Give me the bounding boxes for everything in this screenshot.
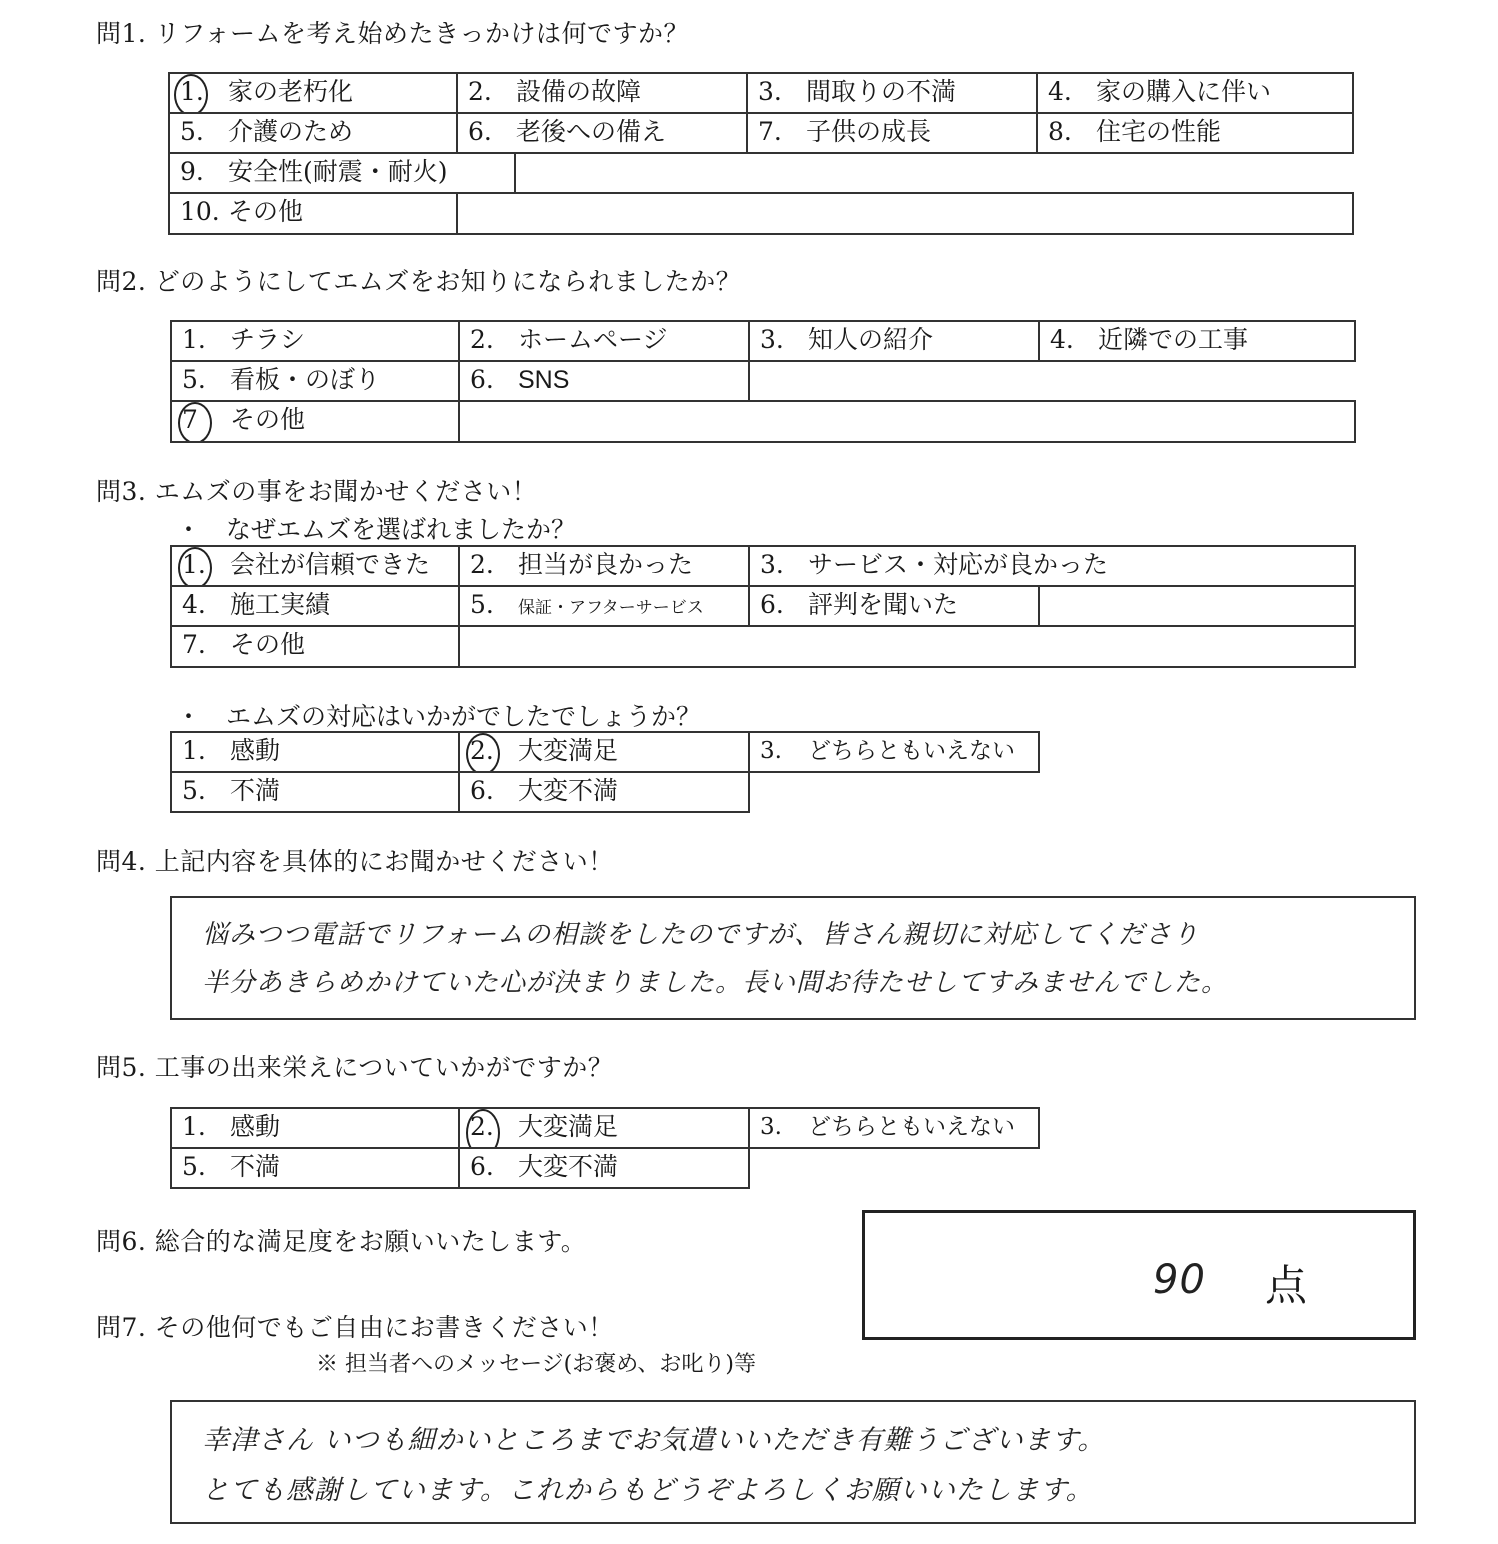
option-number: 7	[182, 405, 198, 434]
q3-why-option-2[interactable]	[458, 545, 750, 587]
option-label: 設備の故障	[516, 77, 642, 106]
option-label: 保証・アフターサービス	[518, 598, 704, 618]
q5-option-3[interactable]	[748, 1107, 1040, 1149]
q7-note: ※ 担当者へのメッセージ(お褒め、お叱り)等	[316, 1352, 756, 1377]
question-3-title: 問3. エムズの事をお聞かせください！	[96, 477, 538, 506]
q2-option-7[interactable]	[170, 400, 460, 443]
option-label: 大変不満	[518, 1152, 619, 1181]
option-number: 10.	[180, 197, 220, 226]
q7-answer-box[interactable]	[170, 1400, 1416, 1524]
option-number: 5.	[470, 590, 494, 619]
q5-option-2[interactable]	[458, 1107, 750, 1149]
selected-circle-mark	[178, 402, 212, 443]
option-number: 6.	[760, 590, 784, 619]
q5-option-5[interactable]	[170, 1147, 460, 1189]
question-1-title: 問1. リフォームを考え始めたきっかけは何ですか？	[96, 19, 690, 48]
q3-why-option-7[interactable]	[170, 625, 460, 668]
option-label: 老後への備え	[516, 117, 667, 146]
q3-response-option-5[interactable]	[170, 771, 460, 813]
option-number: 2.	[468, 77, 492, 106]
option-number: 4.	[1048, 77, 1072, 106]
option-number: 3.	[760, 550, 784, 579]
option-number: 8.	[1048, 117, 1072, 146]
q3-response-option-3[interactable]	[748, 731, 1040, 773]
option-label: 住宅の性能	[1096, 117, 1222, 146]
option-label: 感動	[230, 736, 281, 765]
q3-why-option-6[interactable]	[748, 585, 1040, 627]
option-number: 4.	[182, 590, 206, 619]
option-label: サービス・対応が良かった	[808, 550, 1109, 579]
selected-circle-mark	[174, 74, 208, 114]
handwritten-score: 90	[1153, 1257, 1206, 1303]
option-label: 家の老朽化	[228, 77, 354, 106]
option-label: 安全性(耐震・耐火)	[228, 157, 448, 186]
option-label: 担当が良かった	[518, 550, 694, 579]
option-label: 間取りの不満	[806, 77, 957, 106]
option-label: 介護のため	[228, 117, 354, 146]
option-number: 2.	[470, 325, 494, 354]
question-7-title: 問7. その他何でもご自由にお書きください！	[96, 1313, 614, 1342]
option-number: 2.	[470, 736, 494, 765]
question-5-title: 問5. 工事の出来栄えについていかがですか？	[96, 1053, 614, 1082]
option-number: 7.	[182, 630, 206, 659]
q5-option-6[interactable]	[458, 1147, 750, 1189]
option-label: 施工実績	[230, 590, 331, 619]
option-number: 6.	[468, 117, 492, 146]
option-number: 3.	[760, 325, 784, 354]
q2-option-2[interactable]	[458, 320, 750, 362]
q1-option-6[interactable]	[456, 112, 748, 154]
option-number: 3.	[760, 1114, 782, 1140]
handwritten-answer-line: 半分あきらめかけていた心が決まりました。長い間お待たせしてすみませんでした。	[202, 968, 1229, 998]
q2-option-1[interactable]	[170, 320, 460, 362]
q1-option-4[interactable]	[1036, 72, 1354, 114]
q6-score-box[interactable]	[862, 1210, 1416, 1340]
option-number: 5.	[182, 776, 206, 805]
q1-option-10[interactable]	[168, 192, 458, 235]
option-label: 感動	[230, 1112, 281, 1141]
q3-response-option-6[interactable]	[458, 771, 750, 813]
q3-why-subtitle: ・ なぜエムズを選ばれましたか？	[176, 515, 577, 544]
option-number: 6.	[470, 365, 494, 394]
option-label: どちらともいえない	[808, 1114, 1015, 1140]
option-label: 知人の紹介	[808, 325, 934, 354]
q3-why-option-3[interactable]	[748, 545, 1356, 587]
q3-why-option-4[interactable]	[170, 585, 460, 627]
q3-why-option-5[interactable]	[458, 585, 750, 627]
option-label: SNS	[518, 366, 570, 394]
score-unit: 点	[1265, 1261, 1308, 1310]
option-number: 9.	[180, 157, 204, 186]
option-number: 7.	[758, 117, 782, 146]
option-number: 3.	[758, 77, 782, 106]
selected-circle-mark	[466, 733, 500, 773]
q2-option-3[interactable]	[748, 320, 1040, 362]
q1-other-input[interactable]	[456, 192, 1354, 235]
option-label: 看板・のぼり	[230, 365, 381, 394]
q3-response-subtitle: ・ エムズの対応はいかがでしたでしょうか？	[176, 702, 702, 731]
option-label: 近隣での工事	[1098, 325, 1249, 354]
q2-option-6[interactable]	[458, 360, 750, 402]
option-number: 5.	[182, 1152, 206, 1181]
q3-why-other-input[interactable]	[458, 625, 1356, 668]
q3-why-option-1[interactable]	[170, 545, 460, 587]
option-number: 1.	[182, 1112, 206, 1141]
q1-option-8[interactable]	[1036, 112, 1354, 154]
q1-option-2[interactable]	[456, 72, 748, 114]
option-number: 6.	[470, 1152, 494, 1181]
q3-response-option-1[interactable]	[170, 731, 460, 773]
option-label: ホームページ	[518, 325, 668, 354]
handwritten-answer-line: とても感謝しています。これからもどうぞよろしくお願いいたします。	[202, 1475, 1094, 1506]
handwritten-answer-line: 悩みつつ電話でリフォームの相談をしたのですが、皆さん親切に対応してくださり	[202, 920, 1200, 950]
option-label: 大変満足	[518, 1112, 619, 1141]
option-label: その他	[228, 197, 304, 226]
option-number: 4.	[1050, 325, 1074, 354]
option-number: 1.	[182, 325, 206, 354]
question-4-title: 問4. 上記内容を具体的にお聞かせください！	[96, 847, 614, 876]
q1-option-9[interactable]	[168, 152, 516, 194]
option-label: 不満	[230, 1152, 281, 1181]
handwritten-answer-line: 幸津さん いつも細かいところまでお気遣いいただき有難うございます。	[202, 1425, 1106, 1456]
q1-option-3[interactable]	[746, 72, 1038, 114]
option-number: 3.	[760, 738, 782, 764]
option-number: 5.	[182, 365, 206, 394]
q4-answer-box[interactable]	[170, 896, 1416, 1020]
q1-option-5[interactable]	[168, 112, 458, 154]
q3-response-option-2[interactable]	[458, 731, 750, 773]
q2-other-input[interactable]	[458, 400, 1356, 443]
q2-option-4[interactable]	[1038, 320, 1356, 362]
option-label: 大変満足	[518, 736, 619, 765]
selected-circle-mark	[466, 1109, 500, 1149]
option-label: どちらともいえない	[808, 738, 1015, 764]
selected-circle-mark	[178, 547, 212, 587]
q1-option-1[interactable]	[168, 72, 458, 114]
option-number: 2.	[470, 1112, 494, 1141]
question-6-title: 問6. 総合的な満足度をお願いいたします。	[96, 1227, 587, 1256]
q1-option-7[interactable]	[746, 112, 1038, 154]
option-number: 1.	[182, 736, 206, 765]
option-label: その他	[230, 405, 306, 434]
option-label: 会社が信頼できた	[230, 550, 431, 579]
q2-option-5[interactable]	[170, 360, 460, 402]
option-number: 6.	[470, 776, 494, 805]
option-label: チラシ	[230, 325, 306, 354]
option-label: 大変不満	[518, 776, 619, 805]
option-label: 家の購入に伴い	[1096, 77, 1272, 106]
option-number: 2.	[470, 550, 494, 579]
option-label: 評判を聞いた	[808, 590, 959, 619]
option-number: 1.	[180, 77, 204, 106]
option-label: 子供の成長	[806, 117, 932, 146]
option-label: 不満	[230, 776, 281, 805]
option-number: 5.	[180, 117, 204, 146]
q3-why-empty-cell	[1038, 585, 1356, 627]
question-2-title: 問2. どのようにしてエムズをお知りになられましたか？	[96, 267, 742, 296]
option-number: 1.	[182, 550, 206, 579]
option-label: その他	[230, 630, 306, 659]
q5-option-1[interactable]	[170, 1107, 460, 1149]
